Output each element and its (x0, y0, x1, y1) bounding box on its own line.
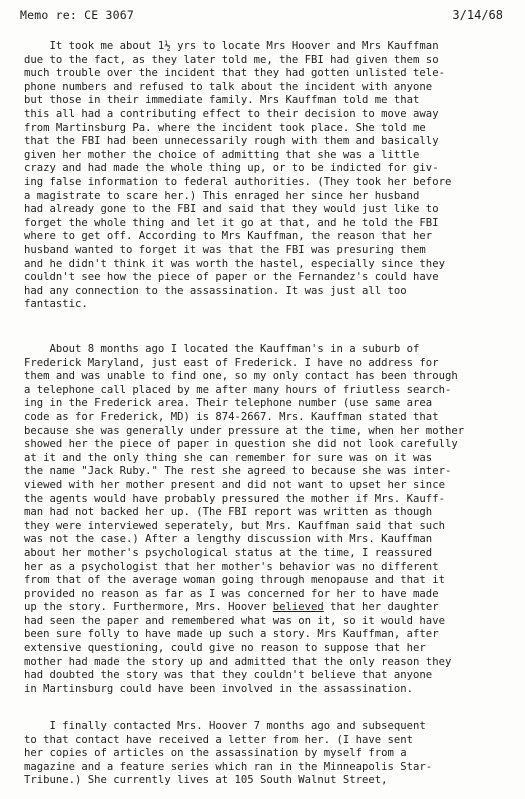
text-line: to that contact have received a letter from her. (I have sent (24, 733, 414, 746)
text-line: from that of the average woman going through menopause and that it (24, 574, 445, 587)
memo-date: 3/14/68 (452, 8, 503, 22)
text-line: code as for Frederick, MD) is 874-2667. Mrs. Kauffman stated that (24, 410, 439, 423)
text-line: husband wanted to forget it was that the FBI was presuring them (24, 243, 426, 256)
text-line: provided no reason as far as I was concerned for her to have made (24, 587, 439, 600)
memo-reference: Memo re: CE 3067 (20, 8, 134, 22)
paragraph-3 (24, 720, 511, 788)
text-line: due to the fact, as they later told me, the FBI had given them so (24, 53, 439, 66)
paragraph-1 (24, 40, 511, 312)
text-line: extensive questioning, could give no reason to suppose that her (24, 642, 426, 655)
text-line: man had not backed her up. (The FBI report was written as though (24, 506, 433, 519)
text-line: a telephone call placed by me after many hours of friutless search- (24, 383, 452, 396)
text-line: her copies of articles on the assassination by myself from a (24, 747, 407, 760)
text-line: had seen the paper and remembered what was on it, so it would have (24, 614, 445, 627)
text-line: given her mother the choice of admitting that she was a little (24, 148, 420, 161)
text-line: showed her the piece of paper in question she did not look carefully (24, 438, 458, 451)
text-line: them and was unable to find one, so my only contact has been through (24, 370, 458, 383)
text-line: fantastic. (24, 298, 88, 311)
text-line: because she was generally under pressure at the time, when her mother (24, 424, 465, 437)
text-line: the agents would have probably pressured the mother if Mrs. Kauff- (24, 492, 445, 505)
text-line: at it and the only thing she can remember for sure was on it was (24, 451, 433, 464)
text-line: and he didn't think it was worth the hastel, especially since they (24, 257, 445, 270)
text-line: from Martinsburg Pa. where the incident took place. She told me (24, 121, 426, 134)
text-line: magazine and a feature series which ran in the Minneapolis Star- (24, 760, 433, 773)
text-line: where to get off. According to Mrs Kauffman, the reason that her (24, 230, 433, 243)
text-line: a magistrate to scare her.) This enraged her since her husband (24, 189, 420, 202)
text-line: had already gone to the FBI and said that they would just like to (24, 203, 439, 216)
text-line: Frederick Maryland, just east of Frederick. I have no address for (24, 356, 439, 369)
text-line: mother had made the story up and admitted that the only reason they (24, 655, 452, 668)
text-line: in Martinsburg could have been involved in the assassination. (24, 682, 414, 695)
text-line: couldn't see how the piece of paper or the Fernandez's could have (24, 271, 439, 284)
text-line: had any connection to the assassination. It was just all too (24, 284, 407, 297)
text-line: Tribune.) She currently lives at 105 South Walnut Street, (24, 774, 388, 787)
text-line: ing false information to federal authorities. (They took her before (24, 175, 452, 188)
text-line: her as a psychologist that her mother's behavior was no different (24, 560, 439, 573)
text-line: up the story. Furthermore, Mrs. Hoover believed that her daughter (24, 601, 439, 614)
text-line: this all had a contributing effect to their decision to move away (24, 107, 439, 120)
text-line: been sure folly to have made up such a story. Mrs Kauffman, after (24, 628, 439, 641)
text-line: I finally contacted Mrs. Hoover 7 months ago and subsequent (24, 720, 426, 732)
text-line: but those in their immediate family. Mrs Kauffman told me that (24, 94, 420, 107)
text-line: that the FBI had been unnecessarily rough with them and basically (24, 135, 439, 148)
text-line: was not the case.) After a lengthy discussion with Mrs. Kauffman (24, 533, 433, 546)
text-line: the name "Jack Ruby." The rest she agreed to because she was inter- (24, 465, 452, 478)
text-line: had doubted the story was that they couldn't believe that anyone (24, 669, 433, 682)
text-line: they were interviewed seperately, but Mrs. Kauffman said that such (24, 519, 445, 532)
text-line: viewed with her mother present and did not want to upset her since (24, 478, 445, 491)
text-line: phone numbers and refused to talk about the incident with anyone (24, 80, 433, 93)
text-line: It took me about 1½ yrs to locate Mrs Hoover and Mrs Kauffman (24, 40, 439, 52)
text-line: About 8 months ago I located the Kauffman's in a suburb of (24, 343, 420, 355)
paragraph-2 (24, 343, 511, 696)
underlined-word: believed (272, 601, 324, 614)
text-line: forget the whole thing and let it go at that, and he told the FBI (24, 216, 439, 229)
memo-header (20, 8, 503, 28)
text-line: much trouble over the incident that they had gotten unlisted tele- (24, 67, 445, 80)
text-line: about her mother's psychological status at the time, I reassured (24, 546, 433, 559)
text-line: ing in the Frederick area. Their telephone number (use same area (24, 397, 433, 410)
text-line: crazy and had made the whole thing up, or to be indicted for giv- (24, 162, 439, 175)
